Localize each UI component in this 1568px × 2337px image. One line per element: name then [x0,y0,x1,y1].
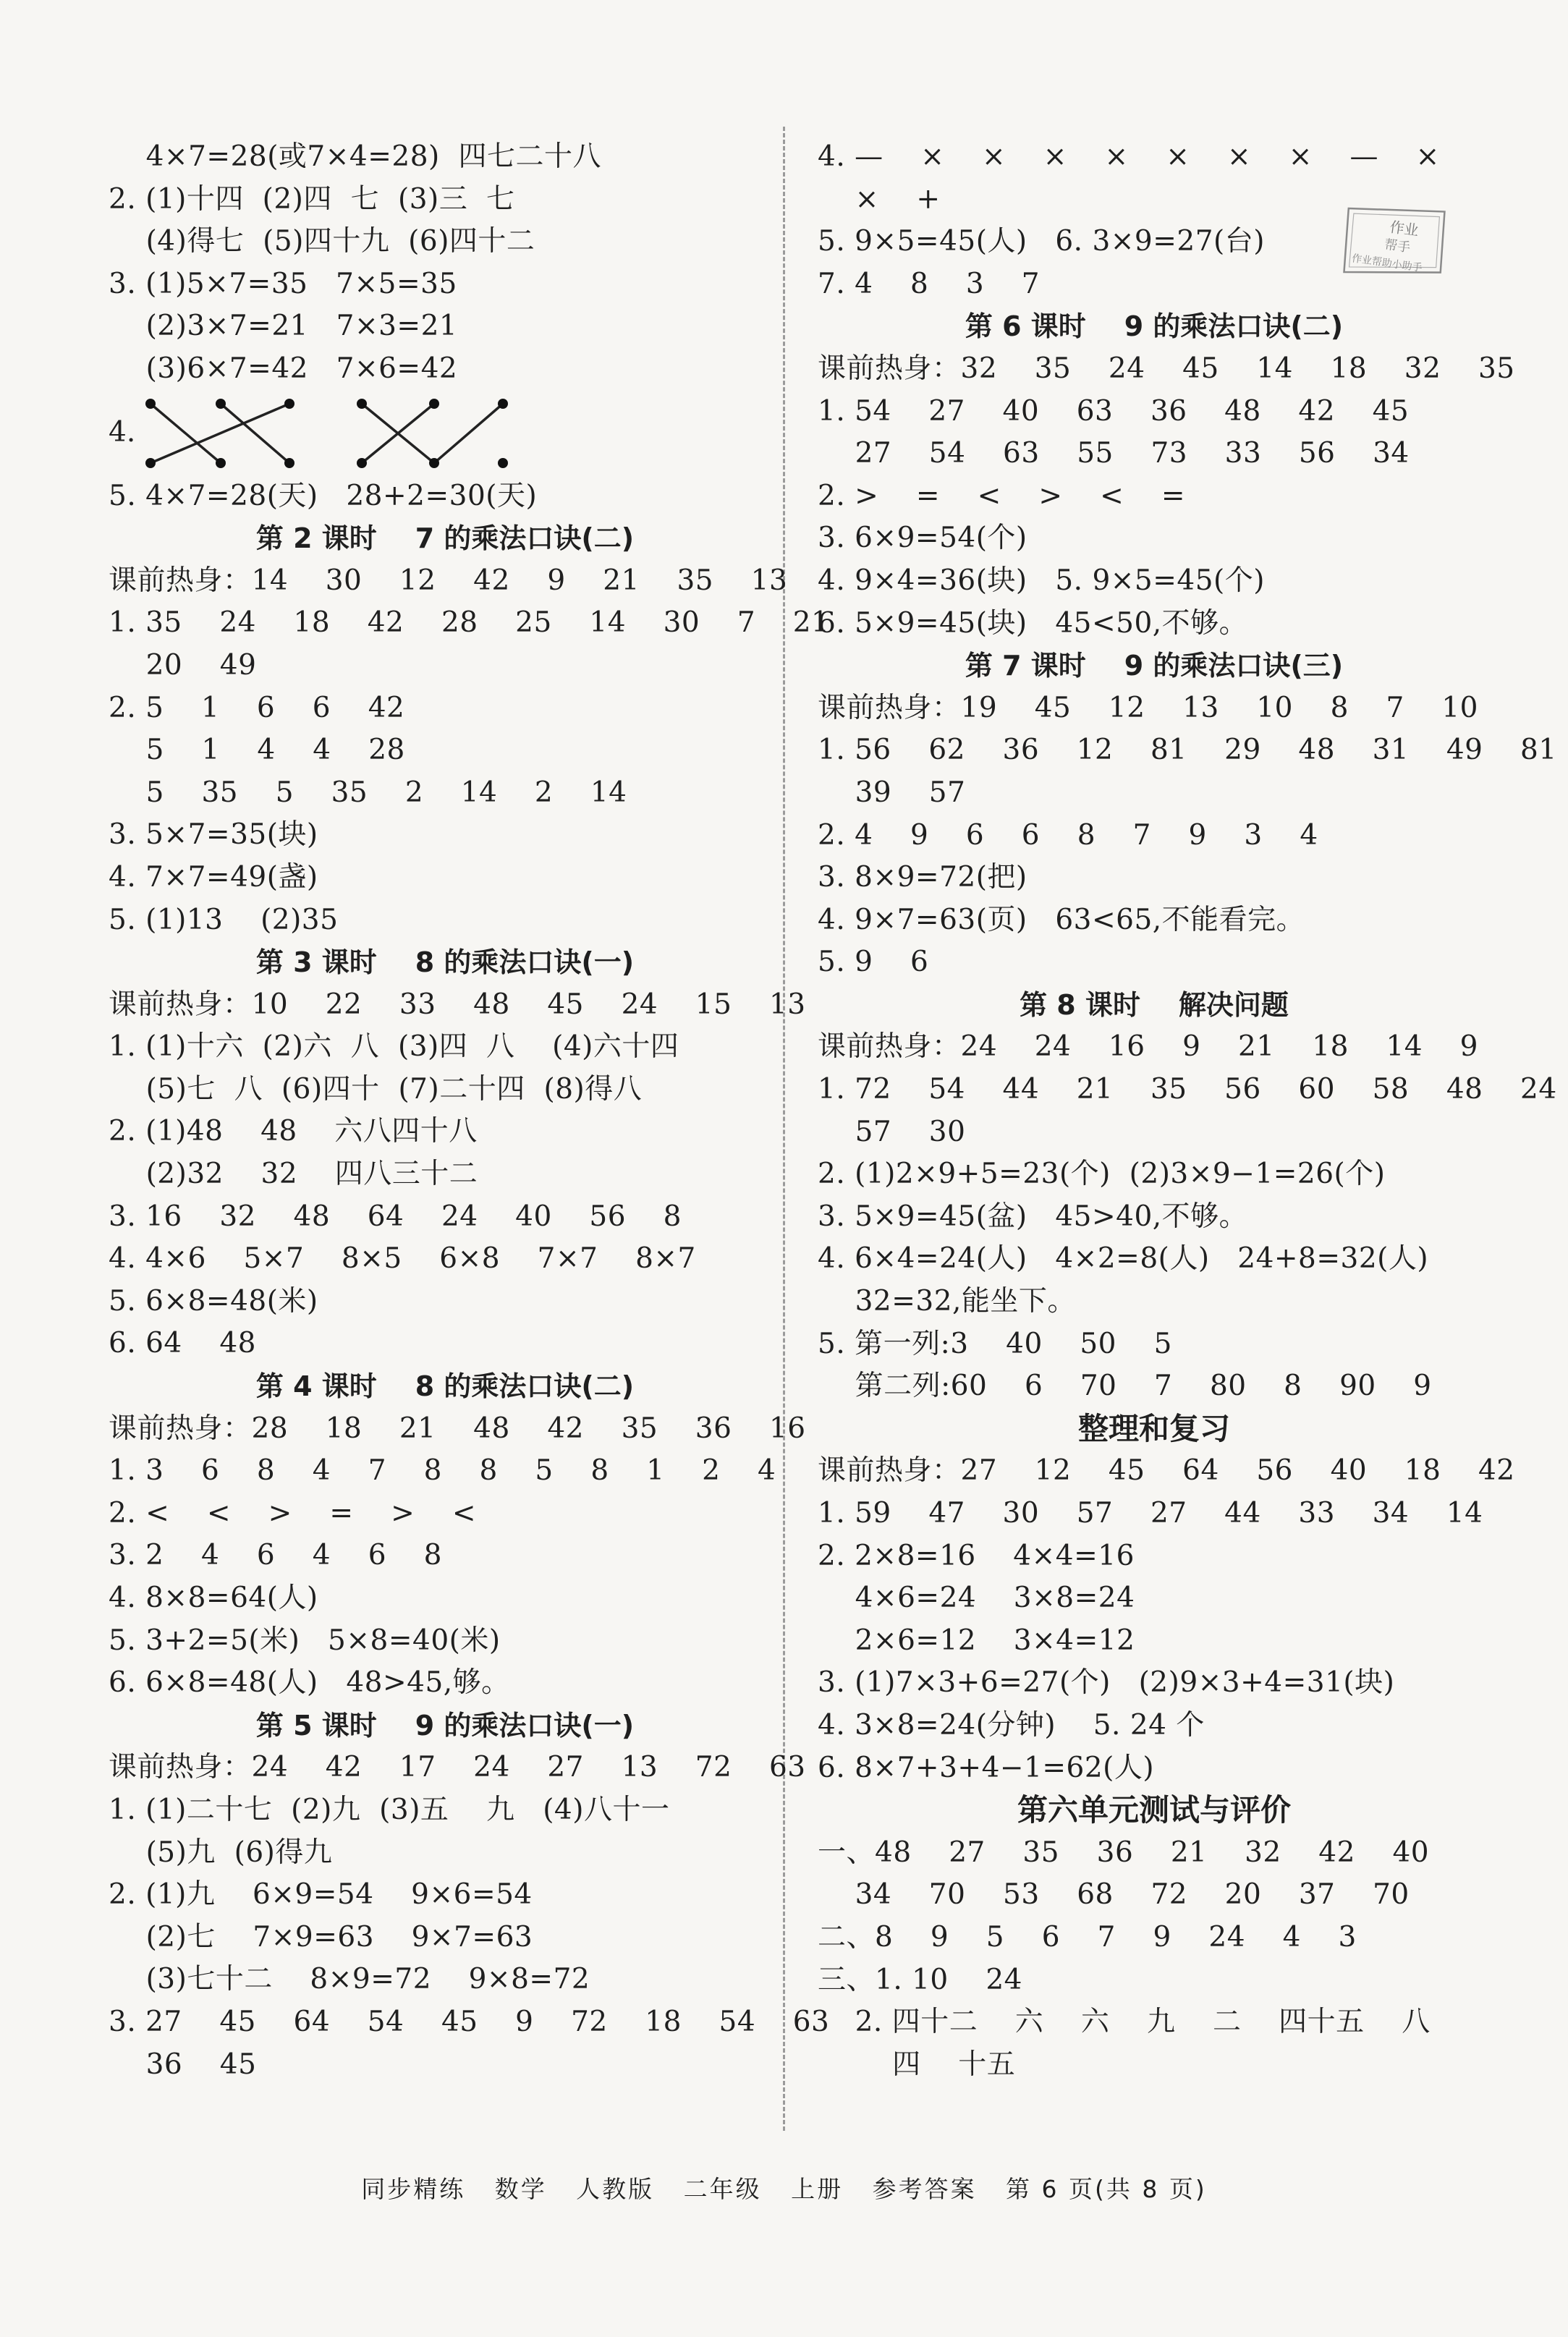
answer-line: 2×6=12 3×4=12 [818,1624,1135,1657]
section-heading: 第 8 课时 解决问题 [1020,988,1289,1021]
answer-line: 7. 4 8 3 7 [818,267,1041,300]
answer-line: 课前热身：27 12 45 64 56 40 18 42 [818,1454,1515,1488]
right-column [818,136,1557,2086]
answer-line: (2)32 32 四八三十二 [109,1158,478,1191]
matching-dot [357,399,367,409]
matching-dot [216,458,226,468]
matching-dot [498,458,508,468]
answer-line: 6. 64 48 [109,1327,256,1360]
answer-line: 34 70 53 68 72 20 37 70 [818,1878,1410,1912]
svg-text:帮手: 帮手 [1383,237,1412,256]
answer-line: 2. (1)48 48 六八四十八 [109,1115,478,1148]
answer-line: 2. 四十二 六 六 九 二 四十五 八 [818,2006,1431,2039]
matching-dot [498,399,508,409]
answer-line: 3. 5×9=45(盆) 45>40,不够。 [818,1200,1248,1233]
matching-line [151,404,289,463]
answer-line: 1. 59 47 30 57 27 44 33 34 14 [818,1497,1483,1530]
answer-line: 3. 27 45 64 54 45 9 72 18 54 63 [109,2005,830,2038]
answer-line: 二、8 9 5 6 7 9 24 4 3 [818,1920,1357,1954]
answer-line: 32=32,能坐下。 [818,1285,1076,1318]
answer-line: 4. 7×7=49(盏) [109,860,318,894]
answer-line: (2)3×7=21 7×3=21 [109,310,458,343]
answer-line: 5 1 4 4 28 [109,734,405,767]
answer-line: (5)七 八 (6)四十 (7)二十四 (8)得八 [109,1072,643,1106]
answer-line: 4. — × × × × × × × — × [818,140,1440,173]
answer-line: 4. 9×7=63(页) 63<65,不能看完。 [818,903,1305,936]
homework-stamp [1334,192,1453,292]
answer-line: 1. 3 6 8 4 7 8 8 5 8 1 2 4 [109,1454,776,1488]
answer-line: 5. 4×7=28(天) 28+2=30(天) [109,479,538,512]
section-heading: 第 7 课时 9 的乘法口诀(三) [965,650,1344,682]
answer-line: 2. > = < > < = [818,479,1186,512]
matching-line [151,404,221,463]
matching-diagram [109,391,781,475]
answer-line: 课前热身：24 42 17 24 27 13 72 63 [109,1751,806,1784]
section-heading: 第 6 课时 9 的乘法口诀(二) [965,310,1344,343]
answer-line: (3)七十二 8×9=72 9×8=72 [109,1963,590,1996]
answer-line: 四 十五 [818,2048,1016,2081]
matching-dot [429,399,439,409]
answer-line: 4×7=28(或7×4=28) 四七二十八 [109,140,602,173]
answer-line: 3. 5×7=35(块) [109,818,318,852]
page-footer: 同步精练 数学 人教版 二年级 上册 参考答案 第 6 页(共 8 页) [361,2175,1207,2203]
answer-line: 5. 3+2=5(米) 5×8=40(米) [109,1624,501,1657]
answer-line: 课前热身：14 30 12 42 9 21 35 13 [109,564,788,597]
answer-line: 5. 9×5=45(人) 6. 3×9=27(台) [818,225,1265,258]
answer-line: 3. 2 4 6 4 6 8 [109,1539,442,1572]
answer-line: 3. (1)7×3+6=27(个) (2)9×3+4=31(块) [818,1666,1395,1700]
answer-line: × + [818,182,941,216]
answer-line: 1. 56 62 36 12 81 29 48 31 49 81 [818,734,1557,767]
matching-line [221,404,289,463]
answer-line: 2. < < > = > < [109,1496,477,1530]
answer-line: 5. 9 6 [818,946,929,979]
question-number: 4. [109,415,136,449]
answer-line: 2. (1)十四 (2)四 七 (3)三 七 [109,182,515,216]
answer-line: 1. (1)十六 (2)六 八 (3)四 八 (4)六十四 [109,1030,679,1064]
answer-line: 三、1. 10 24 [818,1963,1022,1996]
svg-text:作业: 作业 [1389,218,1420,239]
answer-line: 课前热身：24 24 16 9 21 18 14 9 [818,1030,1478,1064]
section-heading: 第 2 课时 7 的乘法口诀(二) [255,522,635,555]
answer-line: 2. 5 1 6 6 42 [109,691,405,724]
answer-line: 6. 8×7+3+4−1=62(人) [818,1751,1155,1784]
answer-line: 27 54 63 55 73 33 56 34 [818,437,1410,470]
answer-line: 1. (1)二十七 (2)九 (3)五 九 (4)八十一 [109,1793,670,1826]
matching-dot [429,458,439,468]
matching-lines [145,391,550,475]
section-heading: 第 3 课时 8 的乘法口诀(一) [255,946,635,979]
answer-line: 4. 6×4=24(人) 4×2=8(人) 24+8=32(人) [818,1242,1429,1276]
answer-line: 1. 72 54 44 21 35 56 60 58 48 24 [818,1073,1557,1106]
matching-dot [145,399,156,409]
answer-line: 4. 4×6 5×7 8×5 6×8 7×7 8×7 [109,1242,696,1276]
section-heading: 第六单元测试与评价 [1017,1792,1291,1828]
answer-line: 3. 8×9=72(把) [818,861,1027,894]
answer-line: 4. 3×8=24(分钟) 5. 24 个 [818,1708,1205,1742]
matching-dot [357,458,367,468]
section-heading: 第 5 课时 9 的乘法口诀(一) [255,1709,635,1742]
answer-line: 4. 8×8=64(人) [109,1582,318,1614]
answer-line: 3. (1)5×7=35 7×5=35 [109,267,457,300]
answer-line: 20 49 [109,648,257,682]
answer-line: 课前热身：19 45 12 13 10 8 7 10 [818,691,1478,724]
answer-line: 2. (1)2×9+5=23(个) (2)3×9−1=26(个) [818,1158,1386,1191]
answer-line: 3. 6×9=54(个) [818,522,1027,555]
answer-line: 课前热身：28 18 21 48 42 35 36 16 [109,1412,806,1445]
matching-line [434,404,503,463]
section-heading: 整理和复习 [1077,1410,1230,1446]
answer-line: 2. 4 9 6 6 8 7 9 3 4 [818,818,1318,852]
answer-line: 课前热身：32 35 24 45 14 18 32 35 [818,352,1515,385]
answer-line: 5. (1)13 (2)35 [109,903,339,936]
matching-dot [284,399,294,409]
matching-dot [145,458,156,468]
answer-line: 6. 6×8=48(人) 48>45,够。 [109,1666,510,1700]
answer-line: 39 57 [818,776,966,809]
column-divider [783,127,785,2131]
svg-text:作业帮助小助手: 作业帮助小助手 [1351,253,1423,274]
answer-line: 6. 5×9=45(块) 45<50,不够。 [818,606,1248,640]
answer-line: (2)七 7×9=63 9×7=63 [109,1920,533,1954]
answer-line: (3)6×7=42 7×6=42 [109,352,458,385]
answer-line: 5 35 5 35 2 14 2 14 [109,776,627,809]
answer-line: 5. 第一列:3 40 50 5 [818,1327,1172,1360]
answer-line: 课前热身：10 22 33 48 45 24 15 13 [109,988,806,1021]
left-column [109,136,830,2086]
answer-line: (5)九 (6)得九 [109,1836,333,1869]
answer-line: 一、48 27 35 36 21 32 42 40 [818,1836,1430,1869]
answer-line: 第二列:60 6 70 7 80 8 90 9 [818,1370,1432,1403]
answer-line: 4. 9×4=36(块) 5. 9×5=45(个) [818,564,1265,597]
answer-line: 2. 2×8=16 4×4=16 [818,1539,1135,1572]
answer-line: 2. (1)九 6×9=54 9×6=54 [109,1878,533,1912]
answer-line: 4×6=24 3×8=24 [818,1582,1135,1615]
answer-line: 1. 54 27 40 63 36 48 42 45 [818,394,1410,428]
answer-line: 1. 35 24 18 42 28 25 14 30 7 21 [109,606,830,640]
answer-line: 5. 6×8=48(米) [109,1284,318,1318]
answer-line: (4)得七 (5)四十九 (6)四十二 [109,225,535,258]
matching-dot [216,399,226,409]
matching-dot [284,458,294,468]
answer-line: 3. 16 32 48 64 24 40 56 8 [109,1200,682,1233]
answer-line: 57 30 [818,1115,966,1148]
answer-line: 36 45 [109,2048,257,2081]
section-heading: 第 4 课时 8 的乘法口诀(二) [255,1370,635,1403]
